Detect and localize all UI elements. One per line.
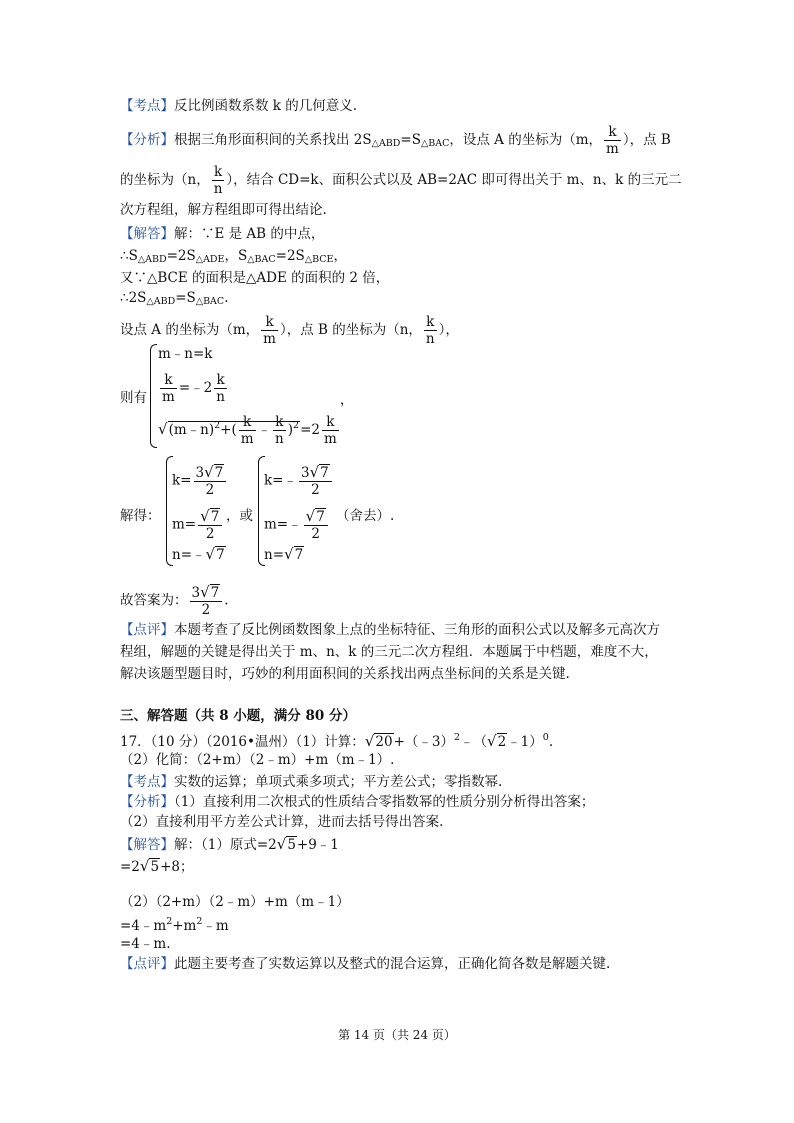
fraction-root7-2 [198,508,222,542]
denominator: 2 [205,482,215,498]
fraction-3root7-2 [299,464,332,498]
radical [306,508,326,525]
fraction-k-n [212,164,225,197]
dianping-tag: 【点评】 [120,622,174,638]
s3-jieda-2 [120,856,193,877]
solution1-m [172,508,224,542]
subscript: △BAC [247,254,276,265]
huo-label: ，或 [226,508,253,524]
numerator: k [261,314,278,331]
subscript: △ABD [371,138,401,149]
text: =2 [120,859,140,875]
radicand [168,414,301,447]
text: ﹣1） [507,734,543,750]
denominator: n [425,331,435,347]
denominator: 2 [311,526,320,542]
numerator: k [212,164,225,181]
jieda-line-2 [120,246,347,270]
text: ），结合 CD=k、面积公式以及 AB=2AC 即可得出关于 m、n、k 的三元二 [226,172,682,188]
subscript: △BAC [195,296,225,307]
denominator: 2 [201,602,211,618]
denominator: m [323,431,337,447]
radical [487,731,507,752]
system-eq-3 [158,414,341,447]
denominator: m [263,331,276,347]
text: ），点 B [622,132,671,148]
radicand: 7 [210,509,220,525]
denominator: 2 [311,482,320,498]
text: k=﹣ [264,472,297,489]
radical-sign: √ [309,463,320,481]
text: +8； [160,859,194,875]
numerator: k [604,124,621,141]
text: 实数的运算；单项式乘多项式；平方差公式；零指数幂. [174,774,503,790]
q17-line-1 [120,728,553,752]
text: =4﹣m [120,918,167,934]
text: ∴2S [120,290,147,306]
system-comma: ， [340,392,354,408]
solution2-k [264,464,334,498]
text: +（﹣3） [393,734,454,750]
text: (m﹣n) [168,422,215,438]
text: ， [333,248,347,264]
text: ）， [438,322,459,338]
radical [158,414,300,447]
s3-fenxi-2: （2）直接利用平方差公式计算，进而去括号得出答案. [120,814,444,830]
text: 故答案为： [120,592,188,609]
s3-fenxi-1 [120,792,594,812]
numerator [299,464,332,482]
denominator: m [240,431,254,447]
system-eq-1: m﹣n=k [158,346,213,362]
subscript: △BAC [420,138,450,149]
text: +m [172,918,197,934]
kaodian-line-1 [120,96,357,116]
text: k= [172,472,192,489]
solution2-m [264,508,330,542]
s3-jieda-4 [120,912,229,936]
superscript: 0 [542,732,549,743]
text: n=﹣ [172,547,206,563]
radical-sign: √ [139,857,150,875]
text: 3 [191,585,201,601]
radical-sign: √ [364,732,375,750]
text: =2 [300,422,320,438]
fraction-k-m [604,124,621,157]
text: 根据三角形面积间的关系找出 2S [174,132,372,148]
subscript: △ABD [137,254,167,265]
text: m= [172,516,197,533]
radicand: 20 [375,734,393,750]
radical-sign: √ [200,583,210,601]
text: ﹣ [257,422,272,438]
fraction-3root7-2 [194,464,227,498]
fraction-k-m [239,414,256,447]
fraction-k-n [273,414,286,447]
system-eq-2 [158,372,229,405]
radical-sign: √ [487,732,497,750]
text: ），点 B 的坐标为（n， [279,322,422,338]
answer-line [120,584,229,618]
fraction-3root7-2 [190,584,223,618]
fraction-k-m [261,314,278,347]
radical [284,544,304,565]
radical [206,544,226,565]
text: . [548,734,554,750]
text: =﹣2 [178,380,213,396]
kaodian-tag: 【考点】 [120,774,174,790]
page-footer: 第 14 页（共 24 页） [338,1028,456,1042]
text: =2S [275,248,305,264]
numerator [198,508,222,526]
fenxi-line-3: 次方程组，解方程组即可得出结论. [120,202,327,218]
solution1-k [172,464,228,498]
text: ，S [224,248,248,264]
numerator: k [160,372,177,389]
zeyou-label: 则有 [120,390,147,406]
radical [277,834,297,855]
numerator: k [322,414,339,431]
radicand: 5 [287,837,296,853]
text: n= [264,547,285,563]
radical-sign: √ [284,545,294,563]
denominator: m [606,141,619,157]
text: ，设点 A 的坐标为（m， [449,132,603,148]
text: =2S [166,248,196,264]
radicand: 7 [320,465,329,481]
text: 此题主要考查了实数运算以及整式的混合运算，正确化简各数是解题关键. [174,956,611,972]
superscript: 2 [196,916,203,927]
radicand: 5 [150,859,160,875]
superscript: 2 [453,732,461,743]
text: ) [287,422,294,438]
system-brace [150,344,157,448]
radicand: 7 [294,547,304,563]
superscript: 2 [214,420,221,431]
dianping-line-3: 解决该题型题目时，巧妙的利用面积间的关系找出两点坐标间的关系是关键. [120,666,570,682]
text: +9﹣1 [296,837,339,853]
text: 3 [301,465,310,481]
text: m=﹣ [264,516,302,533]
fenxi-tag: 【分析】 [120,132,174,148]
radical [140,856,160,877]
numerator: k [214,372,227,389]
jiede-label: 解得： [120,508,161,524]
numerator [190,584,223,602]
fenxi-line-1 [120,124,671,157]
text: =S [400,132,421,148]
radicand: 2 [497,734,507,750]
subscript: △ABD [146,296,176,307]
denominator: 2 [205,526,215,542]
jieda-tag: 【解答】 [120,226,174,242]
text: 17．（10 分）（2016•温州）（1）计算： [120,734,365,750]
radical [200,508,220,525]
jieda-tag: 【解答】 [120,837,174,853]
superscript: 2 [293,420,300,431]
text: =S [175,290,196,306]
fraction-root7-2 [304,508,328,542]
text: . [224,290,229,306]
numerator: k [424,314,437,331]
radical-sign: √ [200,507,210,525]
text: 设点 A 的坐标为（m， [120,322,260,338]
kaodian-tag: 【考点】 [120,98,174,114]
kaodian-text: 反比例函数系数 k 的几何意义. [174,98,358,114]
radical-sign: √ [158,420,168,438]
shequ-label: （舍去）. [336,508,395,524]
subscript: △BCE [304,254,334,265]
text: 解：（1）原式=2 [174,837,277,853]
text: ∴S [120,248,138,264]
fraction-k-n [424,314,437,347]
s3-kaodian [120,772,502,792]
s3-jieda-3: （2）（2+m）（2﹣m）+m（m﹣1） [120,894,350,910]
jieda-line-4 [120,288,228,312]
q17-line-2: （2）化简：（2+m）（2﹣m）+m（m﹣1）. [120,752,395,768]
text: . [224,592,229,609]
radicand: 7 [210,585,220,601]
radical [204,464,224,481]
numerator [194,464,227,482]
dianping-line-1 [120,620,660,640]
dianping-line-2: 程组，解题的关键是得出关于 m、n、k 的三元二次方程组．本题属于中档题，难度不大， [120,644,658,660]
fraction-k-n [214,372,227,405]
radicand: 7 [316,509,325,525]
radical [200,584,220,601]
text: （1）直接利用二次根式的性质结合零指数幂的性质分别分析得出答案； [174,794,595,810]
text: +( [220,422,237,438]
radicand: 7 [216,547,225,563]
jieda-line-3: 又∵△BCE 的面积是△ADE 的面积的 2 倍， [120,270,390,286]
numerator: k [239,414,256,431]
solution1-n [172,544,226,565]
radicand: 7 [214,465,224,481]
denominator: n [213,181,223,197]
radical [365,731,394,752]
jieda-line-1 [120,224,324,244]
s3-jieda-1 [120,834,339,855]
radical-sign: √ [205,545,216,563]
text: 3 [195,465,205,481]
text: ﹣（ [460,734,488,750]
denominator: n [216,389,225,405]
radical-sign: √ [276,835,287,853]
denominator: n [275,431,284,447]
subscript: △ADE [195,254,225,265]
numerator [304,508,328,526]
s3-jieda-5: =4﹣m. [120,936,171,952]
fraction-k-m [160,372,177,405]
solution2-n [264,544,304,565]
fenxi-tag: 【分析】 [120,794,174,810]
fenxi-line-2 [120,164,682,197]
section-heading: 三、解答题（共 8 小题，满分 80 分） [120,708,356,724]
text: ﹣m [202,918,229,934]
superscript: 2 [166,916,173,927]
denominator: m [162,389,175,405]
fraction-k-m [322,414,339,447]
text: 解：∵E 是 AB 的中点， [174,226,325,242]
dianping-tag: 【点评】 [120,956,174,972]
radical-sign: √ [204,463,214,481]
radical [310,464,330,481]
text: 本题考查了反比例函数图象上点的坐标特征、三角形的面积公式以及解多元高次方 [174,622,660,638]
set-coordinates-line [120,314,459,347]
text: 的坐标为（n， [120,172,210,188]
radical-sign: √ [305,507,316,525]
numerator: k [273,414,286,431]
s3-dianping [120,954,610,974]
